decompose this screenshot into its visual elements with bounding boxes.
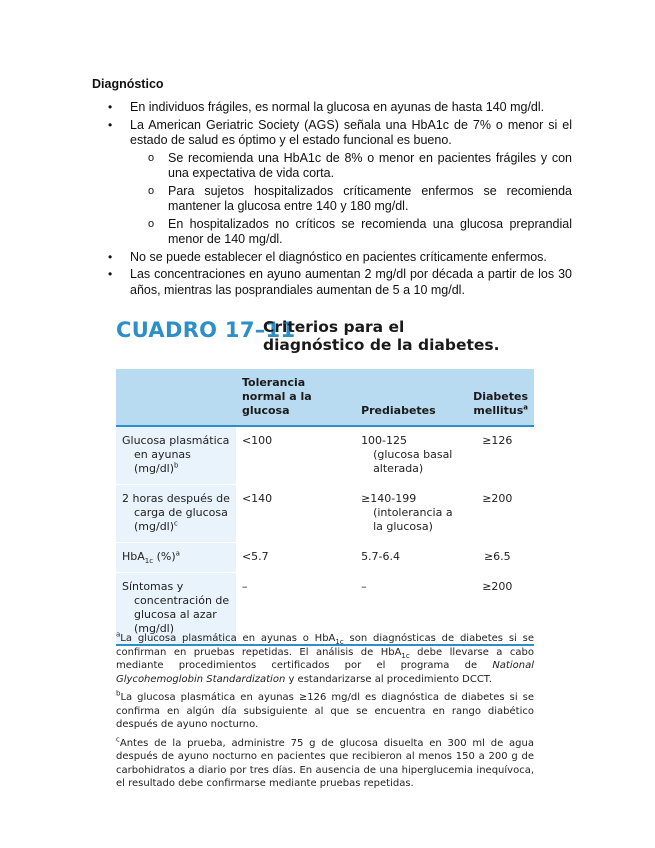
footnote-mark: b — [116, 689, 121, 698]
row-label — [116, 426, 236, 485]
list-item — [92, 100, 572, 116]
list-item — [92, 118, 572, 248]
cell-normal: <140 — [236, 485, 355, 543]
footnote-mark: c — [116, 735, 120, 744]
footnote-text: son diagnósticas de diabetes si se confirman en pruebas repetidas. El análisis de HbA — [116, 633, 534, 658]
table-header-cell — [116, 369, 236, 426]
row-label: Síntomas y concentración de glucosa al azar (mg/dl) — [116, 573, 236, 646]
cell-diabetes: ≥200 — [461, 573, 534, 646]
table-row — [116, 543, 534, 573]
cell-prediabetes: 5.7-6.4 — [355, 543, 461, 573]
sub-list-item-text: Para sujetos hospitalizados críticamente enfermos se recomienda mantener la glucosa entre 140 y 180 mg/dl. — [168, 183, 572, 213]
subscript: 1c — [335, 638, 344, 646]
circle-bullet-icon: o — [148, 217, 155, 230]
sub-list-item-text: Se recomienda una HbA1c de 8% o menor en pacientes frágiles y con una expectativa de vida corta. — [168, 150, 572, 180]
list-item — [92, 267, 572, 298]
footnote-c — [116, 737, 534, 791]
sub-list-item — [130, 151, 572, 182]
sub-list — [130, 151, 572, 248]
header-footnote-mark: a — [523, 403, 528, 412]
footnote-italic-text: National Glycohemoglobin Standardization — [116, 660, 534, 685]
list-item-text: No se puede establecer el diagnóstico en pacientes críticamente enfermos. — [130, 249, 547, 264]
bullet-icon: • — [108, 267, 113, 281]
bullet-icon: • — [108, 249, 113, 264]
bullet-list — [92, 100, 572, 300]
footnote-mark: a — [175, 549, 180, 558]
footnote-mark: a — [116, 630, 121, 639]
row-label-text: Glucosa plasmática en ayunas (mg/dl) — [122, 434, 230, 475]
table-row — [116, 426, 534, 485]
subscript: 1c — [144, 557, 154, 566]
footnote-b — [116, 691, 534, 732]
footnote-mark: c — [174, 519, 178, 528]
footnote-text: Antes de la prueba, administre 75 g de glucosa disuelta en 300 ml de agua después de ayuno nocturno en pacientes que recibieron al menos 150 a 200 g de carbohidratos a diario por tres días. En ausencia de una hiperglucemia inequívoca, el resultado debe confirmarse mediante pruebas repetidas. — [116, 737, 534, 789]
list-item — [92, 250, 572, 266]
list-item-text: Las concentraciones en ayuno aumentan 2 mg/dl por década a partir de los 30 años, mientras las posprandiales aumentan de 5 a 10 mg/dl. — [130, 267, 572, 297]
sub-list-item — [130, 217, 572, 248]
criteria-table — [116, 369, 534, 646]
cell-prediabetes: 100-125 (glucosa basal alterada) — [355, 426, 461, 485]
header-dm-text: Diabetes mellitus — [473, 390, 528, 417]
bullet-icon: • — [108, 117, 113, 132]
row-label-text: HbA — [122, 550, 145, 563]
table-header-cell: Tolerancia normal a la glucosa — [236, 369, 355, 426]
table-footnotes — [116, 632, 534, 796]
footnote-a — [116, 632, 534, 686]
table-row — [116, 485, 534, 543]
row-label — [116, 543, 236, 573]
circle-bullet-icon: o — [148, 151, 155, 164]
row-label — [116, 485, 236, 543]
table-header-cell: Prediabetes — [355, 369, 461, 426]
table-number: CUADRO 17–11 — [116, 318, 296, 342]
row-label-text: 2 horas después de carga de glucosa (mg/dl) — [122, 492, 230, 533]
cell-diabetes: ≥6.5 — [461, 543, 534, 573]
bullet-icon: • — [108, 100, 113, 114]
sub-list-item-text: En hospitalizados no críticos se recomienda una glucosa preprandial menor de 140 mg/dl. — [168, 216, 572, 246]
list-item-text: En individuos frágiles, es normal la glucosa en ayunas de hasta 140 mg/dl. — [130, 100, 545, 114]
table-header-row — [116, 369, 534, 426]
table-title: Criterios para el diagnóstico de la diabetes. — [263, 318, 500, 354]
table-header-cell — [461, 369, 534, 426]
cell-prediabetes: ≥140-199 (intolerancia a la glucosa) — [355, 485, 461, 543]
row-label-text: (%) — [153, 550, 176, 563]
footnote-text: La glucosa plasmática en ayunas o HbA — [120, 633, 336, 644]
cell-prediabetes: – — [355, 573, 461, 646]
cell-diabetes: ≥200 — [461, 485, 534, 543]
section-heading: Diagnóstico — [92, 77, 164, 91]
subscript: 1c — [401, 651, 410, 660]
cell-diabetes: ≥126 — [461, 426, 534, 485]
sub-list-item — [130, 184, 572, 215]
cell-normal: <5.7 — [236, 543, 355, 573]
footnote-text: y estandarizarse al procedimiento DCCT. — [285, 673, 492, 685]
footnote-text: La glucosa plasmática en ayunas ≥126 mg/dl es diagnóstica de diabetes si se confirma en algún día subsiguiente al que se encuentra en rango diabético después de ayuno nocturno. — [116, 692, 534, 730]
cell-normal: <100 — [236, 426, 355, 485]
footnote-mark: b — [174, 461, 179, 470]
list-item-text: La American Geriatric Society (AGS) señala una HbA1c de 7% o menor si el estado de salud es óptimo y el estado funcional es bueno. — [130, 117, 572, 147]
circle-bullet-icon: o — [148, 184, 155, 197]
footnote-text: debe llevarse a cabo mediante procedimientos certificados por el programa de — [116, 646, 534, 671]
cell-normal: – — [236, 573, 355, 646]
